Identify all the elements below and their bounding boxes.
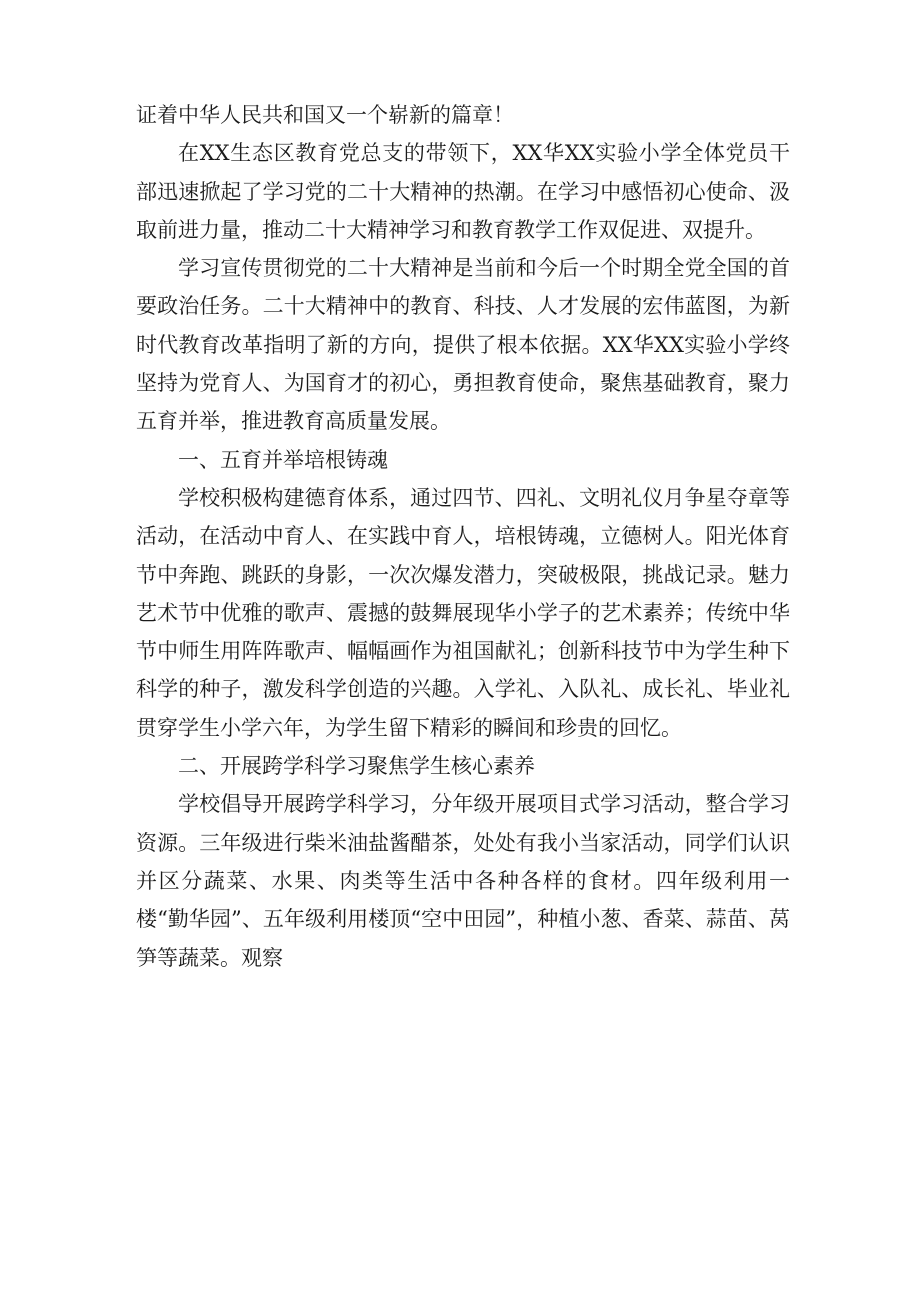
paragraph-intro: 在XX生态区教育党总支的带领下，XX华XX实验小学全体党员干部迅速掀起了学习党的二十大精神的热潮。在学习中感悟初心使命、汲取前进力量，推动二十大精神学习和教育教学工作双促进、双提升。 (136, 141, 790, 242)
document-body (136, 96, 790, 977)
section-heading-2: 二、开展跨学科学习聚焦学生核心素养 (178, 754, 535, 779)
paragraph-moral-education: 学校积极构建德育体系，通过四节、四礼、文明礼仪月争星夺章等活动，在活动中育人、在实践中育人，培根铸魂，立德树人。阳光体育节中奔跑、跳跃的身影，一次次爆发潜力，突破极限，挑战记录。魅力艺术节中优雅的歌声、震撼的鼓舞展现华小学子的艺术素养；传统中华节中师生用阵阵歌声、幅幅画作为祖国献礼；创新科技节中为学生种下科学的种子，激发科学创造的兴趣。入学礼、入队礼、成长礼、毕业礼贯穿学生小学六年，为学生留下精彩的瞬间和珍贵的回忆。 (136, 485, 790, 740)
section-heading-1: 一、五育并举培根铸魂 (178, 447, 388, 472)
paragraph-task: 学习宣传贯彻党的二十大精神是当前和今后一个时期全党全国的首要政治任务。二十大精神中的教育、科技、人才发展的宏伟蓝图，为新时代教育改革指明了新的方向，提供了根本依据。XX华XX实验小学终坚持为党育人、为国育才的初心，勇担教育使命，聚焦基础教育，聚力五育并举，推进教育高质量发展。 (136, 256, 790, 434)
paragraph-interdisciplinary: 学校倡导开展跨学科学习，分年级开展项目式学习活动，整合学习资源。三年级进行柴米油盐酱醋茶，处处有我小当家活动，同学们认识并区分蔬菜、水果、肉类等生活中各种各样的食材。四年级利用一楼“勤华园”、五年级利用楼顶“空中田园”，种植小葱、香菜、蒜苗、莴笋等蔬菜。观察 (136, 792, 790, 970)
paragraph-continuation: 证着中华人民共和国又一个崭新的篇章！ (136, 103, 514, 127)
